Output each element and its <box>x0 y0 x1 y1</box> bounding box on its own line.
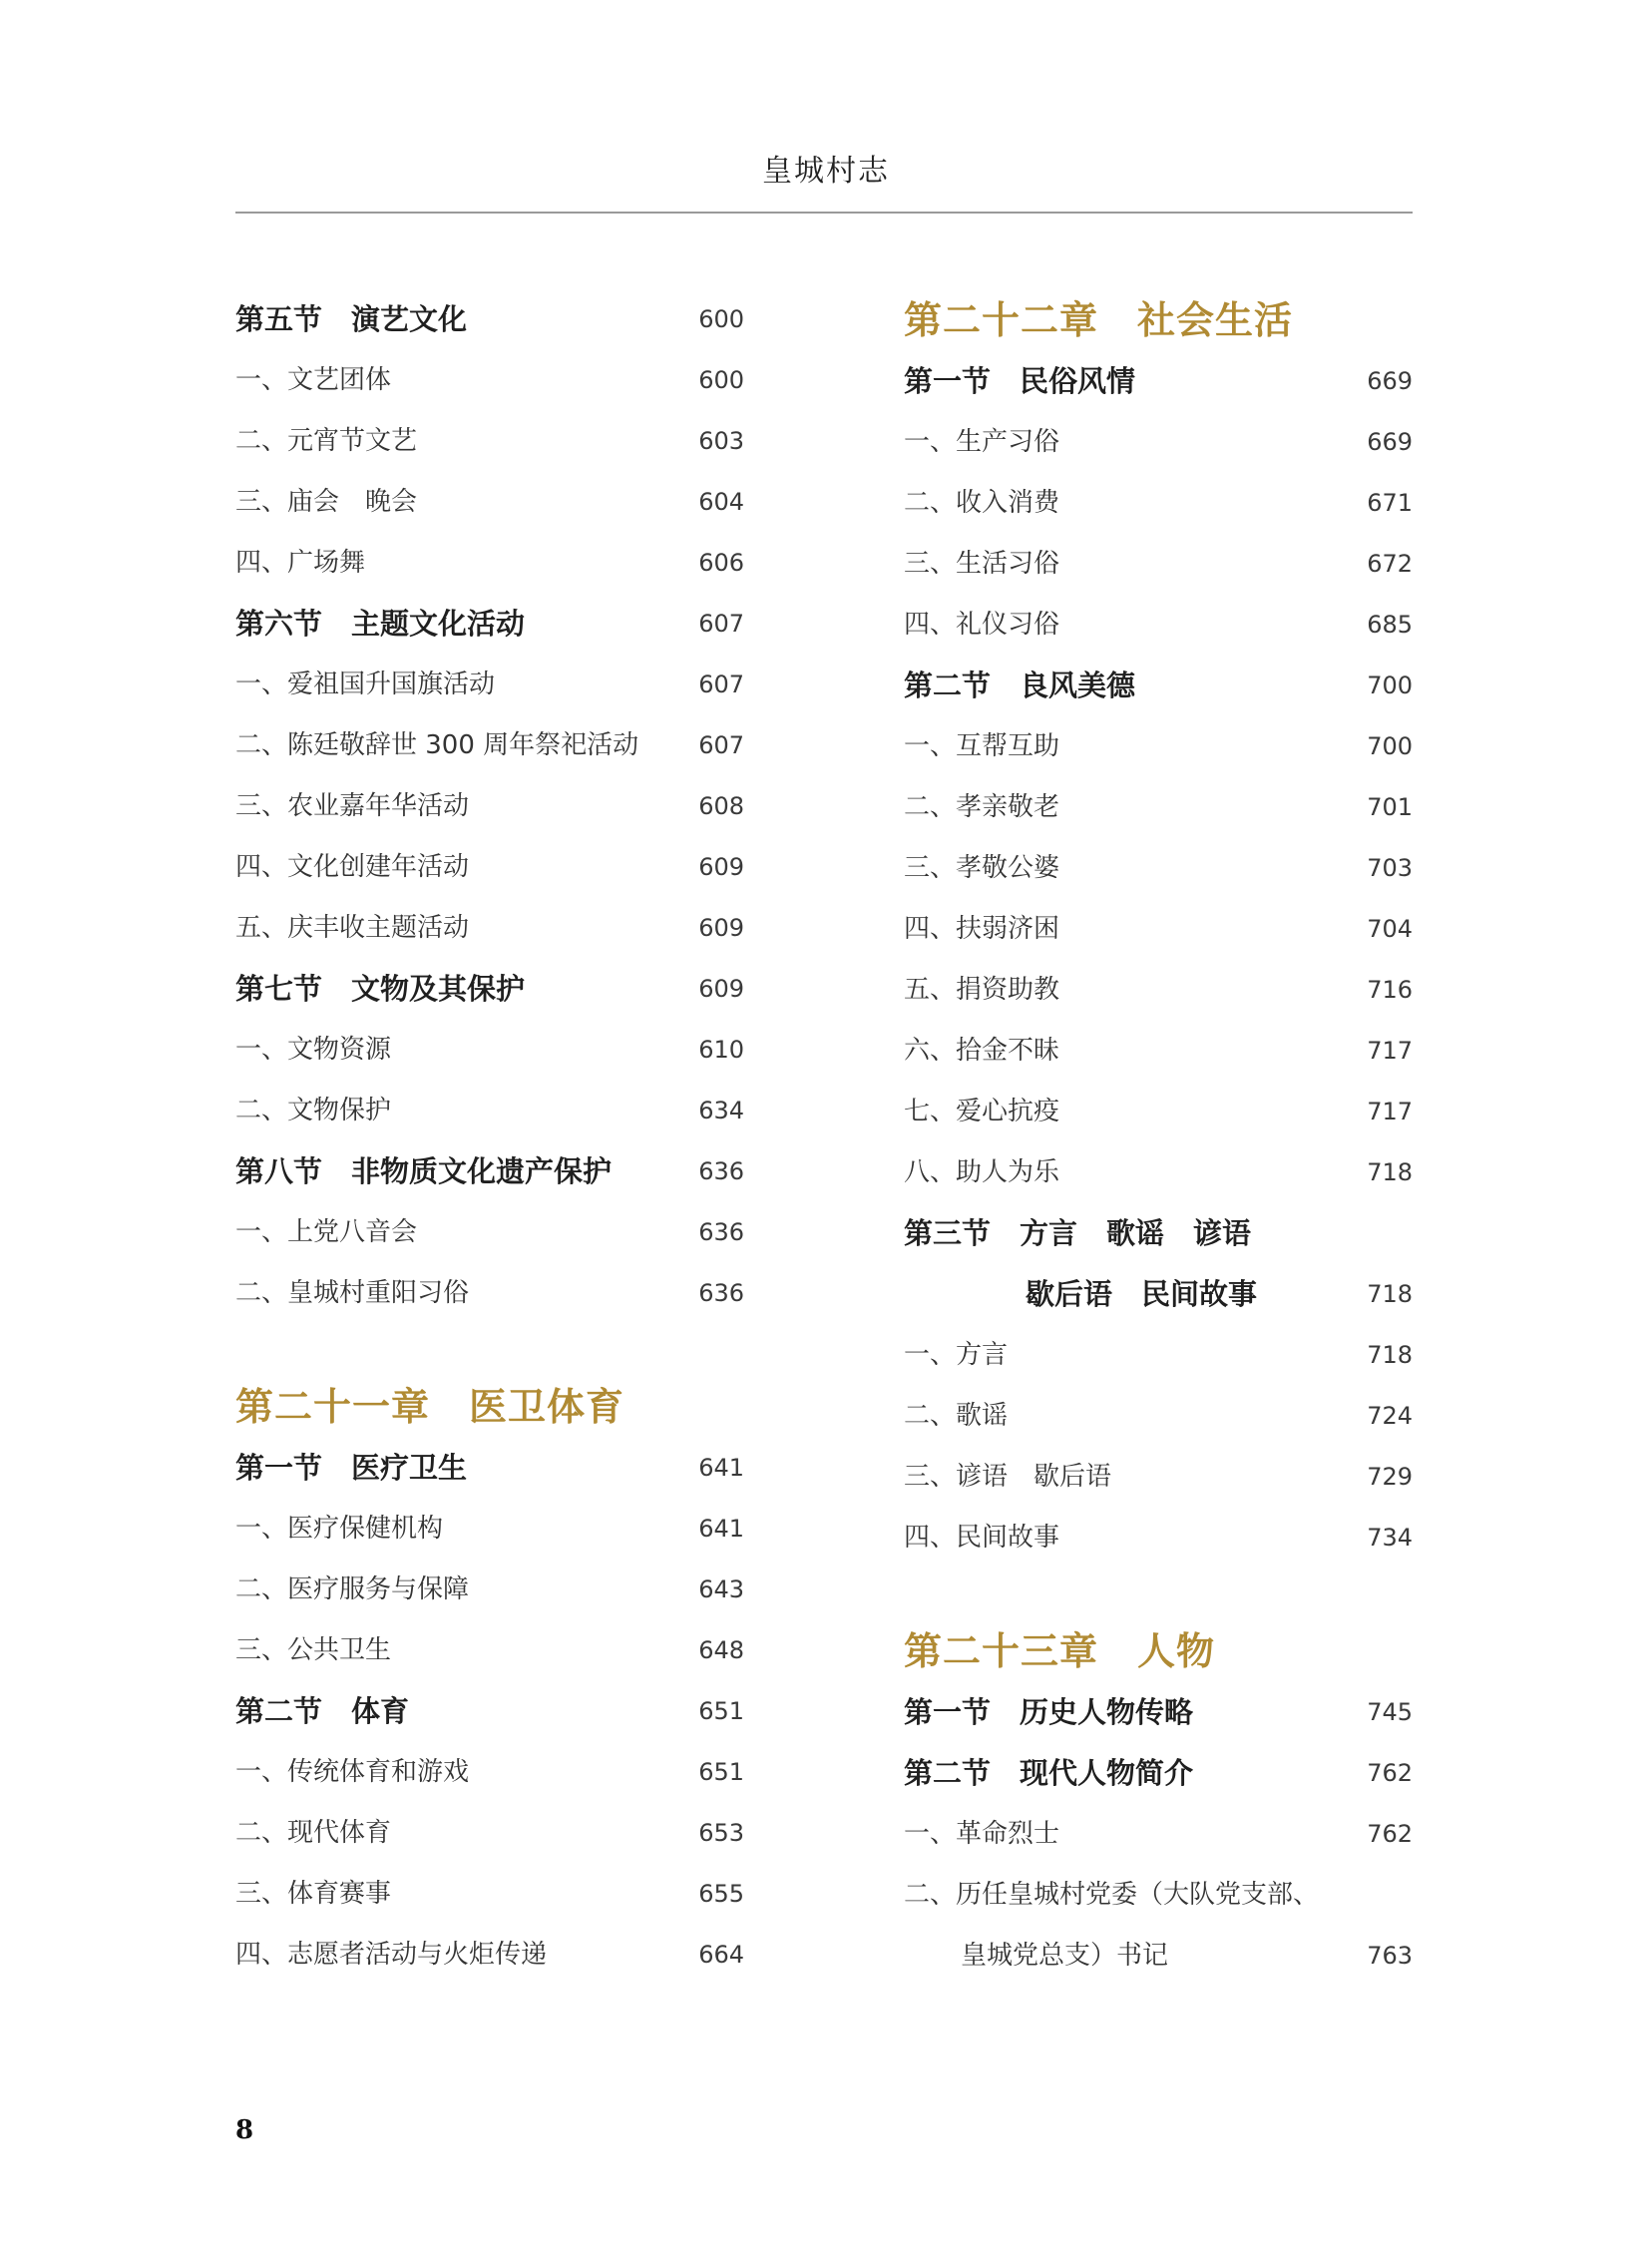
toc-title: 第二节 良风美德 <box>904 669 1136 702</box>
toc-title: 第二十三章 人物 <box>904 1629 1216 1673</box>
toc-page-number: 636 <box>698 1279 744 1307</box>
toc-item <box>904 1865 1413 1926</box>
toc-page-number: 607 <box>698 671 744 698</box>
toc-item <box>904 1804 1413 1865</box>
toc-page-number: 716 <box>1367 976 1413 1004</box>
toc-item <box>904 899 1413 960</box>
toc-section <box>235 1141 744 1202</box>
toc-page-number: 718 <box>1367 1158 1413 1186</box>
page-number: 8 <box>235 2115 254 2145</box>
toc-item <box>904 1447 1413 1508</box>
toc-page-number: 607 <box>698 610 744 638</box>
toc-page-number: 641 <box>698 1515 744 1543</box>
toc-page-number: 655 <box>698 1880 744 1908</box>
toc-page-number: 685 <box>1367 611 1413 639</box>
toc-title: 三、生活习俗 <box>904 549 1060 579</box>
toc-item <box>235 1620 744 1681</box>
toc-page-number: 717 <box>1367 1098 1413 1125</box>
toc-title: 二、陈廷敬辞世 300 周年祭祀活动 <box>235 730 639 760</box>
toc-title: 二、收入消费 <box>904 488 1060 518</box>
toc-item <box>904 1508 1413 1569</box>
toc-title: 二、孝亲敬老 <box>904 792 1060 822</box>
toc-item <box>235 837 744 898</box>
toc-page-number: 606 <box>698 549 744 577</box>
toc-page-number: 718 <box>1367 1280 1413 1308</box>
toc-chapter <box>235 1376 744 1438</box>
toc-item <box>235 1263 744 1324</box>
toc-title: 二、歌谣 <box>904 1401 1009 1431</box>
toc-title: 八、助人为乐 <box>904 1157 1060 1187</box>
toc-page-number: 762 <box>1367 1820 1413 1848</box>
toc-item <box>904 1386 1413 1447</box>
toc-title: 皇城党总支）书记 <box>961 1941 1169 1971</box>
toc-title: 四、文化创建年活动 <box>235 852 470 882</box>
toc-page-number: 609 <box>698 914 744 942</box>
toc-item <box>235 1081 744 1141</box>
toc-item <box>235 533 744 594</box>
toc-spacer <box>904 1569 1413 1620</box>
toc-page-number: 603 <box>698 427 744 455</box>
toc-item <box>235 1864 744 1925</box>
toc-title: 二、文物保护 <box>235 1096 392 1125</box>
toc-page-number: 701 <box>1367 793 1413 821</box>
toc-page-number: 653 <box>698 1819 744 1847</box>
toc-item <box>235 1742 744 1803</box>
toc-item <box>904 1082 1413 1142</box>
toc-page-number: 669 <box>1367 367 1413 395</box>
toc-item <box>904 1142 1413 1203</box>
toc-section <box>904 1743 1413 1804</box>
toc-title: 第三节 方言 歌谣 谚语 <box>904 1216 1252 1250</box>
toc-item <box>235 1202 744 1263</box>
toc-item <box>235 472 744 533</box>
toc-title: 三、农业嘉年华活动 <box>235 791 470 821</box>
toc-title: 三、庙会 晚会 <box>235 487 418 517</box>
toc-title: 一、上党八音会 <box>235 1217 418 1247</box>
toc-page-number: 700 <box>1367 732 1413 760</box>
toc-title: 三、谚语 歇后语 <box>904 1462 1112 1492</box>
toc-title: 第二十二章 社会生活 <box>904 298 1294 342</box>
toc-page-number: 718 <box>1367 1341 1413 1369</box>
toc-title: 三、孝敬公婆 <box>904 853 1060 883</box>
toc-title: 四、扶弱济困 <box>904 914 1060 944</box>
toc-section <box>904 351 1413 412</box>
toc-item <box>904 777 1413 838</box>
toc-title: 第二节 现代人物简介 <box>904 1756 1194 1790</box>
toc-title: 五、庆丰收主题活动 <box>235 913 470 943</box>
toc-title: 二、医疗服务与保障 <box>235 1574 470 1604</box>
toc-title: 一、医疗保健机构 <box>235 1514 444 1544</box>
toc-item <box>235 1560 744 1620</box>
toc-item <box>904 838 1413 899</box>
toc-title: 四、广场舞 <box>235 548 366 578</box>
toc-page-number: 643 <box>698 1575 744 1603</box>
toc-title: 三、体育赛事 <box>235 1879 392 1909</box>
toc-item <box>235 1499 744 1560</box>
toc-title: 第八节 非物质文化遗产保护 <box>235 1154 613 1188</box>
toc-section-continued <box>904 1264 1413 1325</box>
toc-title: 第六节 主题文化活动 <box>235 607 526 641</box>
toc-item <box>904 1325 1413 1386</box>
toc-title: 歇后语 民间故事 <box>1026 1277 1258 1311</box>
toc-page-number: 664 <box>698 1941 744 1969</box>
toc-page-number: 734 <box>1367 1524 1413 1552</box>
toc-section <box>235 289 744 350</box>
toc-page-number: 608 <box>698 792 744 820</box>
toc-title: 第二十一章 医卫体育 <box>235 1385 625 1429</box>
toc-item <box>235 715 744 776</box>
toc-title: 第五节 演艺文化 <box>235 302 468 336</box>
toc-page-number: 669 <box>1367 428 1413 456</box>
toc-page-number: 704 <box>1367 915 1413 943</box>
toc-item <box>904 716 1413 777</box>
toc-section <box>235 1681 744 1742</box>
toc-chapter <box>904 289 1413 351</box>
toc-title: 三、公共卫生 <box>235 1635 392 1665</box>
toc-item <box>235 776 744 837</box>
toc-item <box>904 473 1413 534</box>
toc-title: 五、捐资助教 <box>904 975 1060 1005</box>
toc-item <box>235 1925 744 1986</box>
toc-title: 四、民间故事 <box>904 1523 1060 1553</box>
toc-title: 四、志愿者活动与火炬传递 <box>235 1940 548 1970</box>
toc-title: 第一节 民俗风情 <box>904 364 1136 398</box>
toc-item <box>904 1021 1413 1082</box>
toc-page-number: 609 <box>698 853 744 881</box>
toc-title: 二、元宵节文艺 <box>235 426 418 456</box>
toc-page-number: 609 <box>698 975 744 1003</box>
toc-section <box>235 594 744 655</box>
toc-title: 二、皇城村重阳习俗 <box>235 1278 470 1308</box>
toc-section <box>235 959 744 1020</box>
toc-title: 六、拾金不昧 <box>904 1036 1060 1066</box>
toc-title: 二、现代体育 <box>235 1818 392 1848</box>
toc-title: 一、互帮互助 <box>904 731 1060 761</box>
toc-page-number: 607 <box>698 731 744 759</box>
toc-title: 一、传统体育和游戏 <box>235 1757 470 1787</box>
toc-chapter <box>904 1620 1413 1682</box>
toc-page-number: 671 <box>1367 489 1413 517</box>
toc-title: 四、礼仪习俗 <box>904 610 1060 640</box>
toc-page-number: 651 <box>698 1697 744 1725</box>
toc-title: 一、方言 <box>904 1340 1009 1370</box>
toc-page-number: 729 <box>1367 1463 1413 1491</box>
toc-title: 七、爱心抗疫 <box>904 1097 1060 1126</box>
toc-item <box>235 1803 744 1864</box>
toc-page-number: 703 <box>1367 854 1413 882</box>
toc-page-number: 600 <box>698 366 744 394</box>
toc-section <box>235 1438 744 1499</box>
toc-page-number: 636 <box>698 1157 744 1185</box>
toc-item <box>235 350 744 411</box>
toc-title: 一、爱祖国升国旗活动 <box>235 670 496 699</box>
toc-title: 第一节 医疗卫生 <box>235 1451 468 1485</box>
toc-item <box>235 655 744 715</box>
toc-page-number: 604 <box>698 488 744 516</box>
toc-title: 二、历任皇城村党委（大队党支部、 <box>904 1880 1320 1910</box>
toc-right-column <box>904 289 1413 1987</box>
toc-page-number: 745 <box>1367 1698 1413 1726</box>
toc-item <box>904 960 1413 1021</box>
toc-item-continued <box>904 1926 1413 1987</box>
toc-spacer <box>235 1324 744 1376</box>
toc-title: 第一节 历史人物传略 <box>904 1695 1194 1729</box>
toc-page-number: 610 <box>698 1036 744 1064</box>
toc-item <box>235 1020 744 1081</box>
toc-section <box>904 1203 1413 1264</box>
toc-title: 第七节 文物及其保护 <box>235 972 526 1006</box>
toc-page-number: 724 <box>1367 1402 1413 1430</box>
toc-page-number: 763 <box>1367 1942 1413 1970</box>
toc-title: 一、革命烈士 <box>904 1819 1060 1849</box>
toc-page-number: 634 <box>698 1097 744 1124</box>
toc-item <box>235 898 744 959</box>
toc-page-number: 648 <box>698 1636 744 1664</box>
toc-title: 第二节 体育 <box>235 1694 410 1728</box>
running-header: 皇城村志 <box>762 154 890 189</box>
toc-page-number: 600 <box>698 305 744 333</box>
toc-section <box>904 1682 1413 1743</box>
toc-item <box>904 534 1413 595</box>
toc-page-number: 641 <box>698 1454 744 1482</box>
toc-page-number: 762 <box>1367 1759 1413 1787</box>
toc-page-number: 717 <box>1367 1037 1413 1065</box>
toc-page-number: 700 <box>1367 672 1413 699</box>
toc-title: 一、生产习俗 <box>904 427 1060 457</box>
toc-left-column <box>235 289 744 1986</box>
toc-title: 一、文艺团体 <box>235 365 392 395</box>
toc-section <box>904 656 1413 716</box>
toc-page-number: 636 <box>698 1218 744 1246</box>
toc-item <box>904 412 1413 473</box>
toc-page-number: 651 <box>698 1758 744 1786</box>
toc-page-number: 672 <box>1367 550 1413 578</box>
toc-item <box>904 595 1413 656</box>
header-rule <box>235 212 1413 214</box>
toc-title: 一、文物资源 <box>235 1035 392 1065</box>
toc-item <box>235 411 744 472</box>
